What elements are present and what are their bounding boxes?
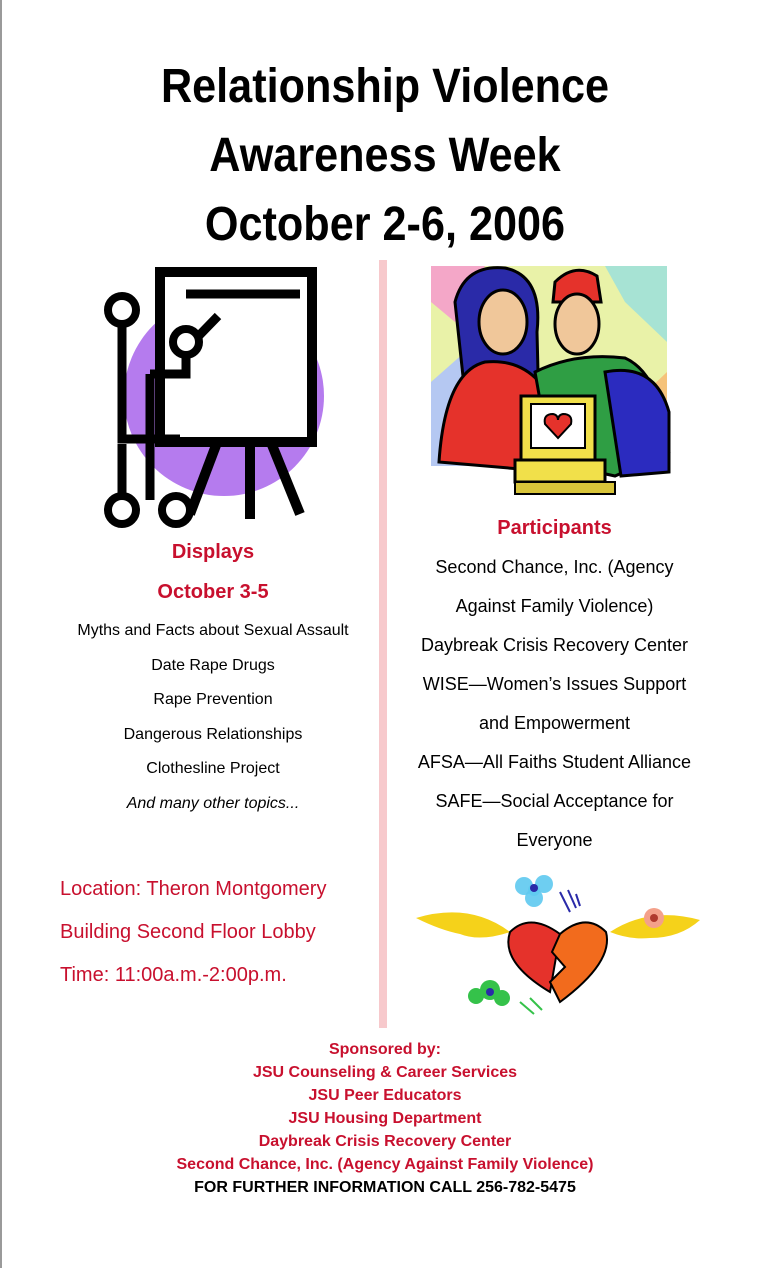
participant-line: Daybreak Crisis Recovery Center — [420, 635, 689, 655]
topic-item: Rape Prevention — [153, 691, 273, 709]
couple-with-computer-icon — [425, 262, 675, 502]
displays-dates: October 3-5 — [157, 581, 269, 603]
title-line-1: Relationship Violence — [160, 60, 610, 113]
contact-line: FOR FURTHER INFORMATION CALL 256-782-5475 — [194, 1179, 576, 1196]
sponsor-line: Second Chance, Inc. (Agency Against Family Violence) — [176, 1156, 594, 1173]
topic-item: Date Rape Drugs — [151, 656, 275, 674]
displays-heading: Displays — [171, 541, 255, 563]
topic-item: Myths and Facts about Sexual Assault — [77, 622, 349, 639]
location-block — [60, 868, 380, 997]
topic-item-more: And many other topics... — [126, 794, 300, 812]
topic-item: Clothesline Project — [146, 760, 280, 778]
participant-line: SAFE—Social Acceptance for — [435, 791, 674, 811]
sponsors-block — [0, 1038, 770, 1199]
topic-item: Dangerous Relationships — [123, 725, 303, 743]
participants-heading: Participants — [497, 517, 612, 539]
participants-section — [392, 508, 717, 860]
event-time: Time: 11:00a.m.-2:00p.m. — [60, 964, 287, 986]
participant-line: Against Family Violence) — [455, 596, 654, 616]
sponsor-line: JSU Housing Department — [288, 1110, 482, 1127]
broken-heart-with-wings-icon — [410, 872, 705, 1022]
participant-line: Second Chance, Inc. (Agency — [435, 557, 674, 577]
location-line-1: Location: Theron Montgomery — [60, 878, 327, 900]
page-title — [39, 52, 732, 259]
participant-line: Everyone — [516, 830, 593, 850]
displays-section — [48, 534, 378, 822]
presentation-easel-icon — [100, 264, 330, 532]
topics-list — [48, 614, 378, 822]
participant-line: AFSA—All Faiths Student Alliance — [417, 752, 692, 772]
sponsors-heading: Sponsored by: — [328, 1041, 441, 1058]
title-line-3: October 2-6, 2006 — [204, 198, 566, 251]
sponsor-line: JSU Peer Educators — [308, 1087, 462, 1104]
participant-line: WISE—Women’s Issues Support — [422, 674, 687, 694]
column-divider — [379, 260, 387, 1028]
sponsor-line: JSU Counseling & Career Services — [252, 1064, 518, 1081]
title-line-2: Awareness Week — [209, 129, 561, 182]
location-line-2: Building Second Floor Lobby — [60, 921, 316, 943]
sponsor-line: Daybreak Crisis Recovery Center — [258, 1133, 512, 1150]
participants-list — [392, 548, 717, 860]
participant-line: and Empowerment — [478, 713, 631, 733]
